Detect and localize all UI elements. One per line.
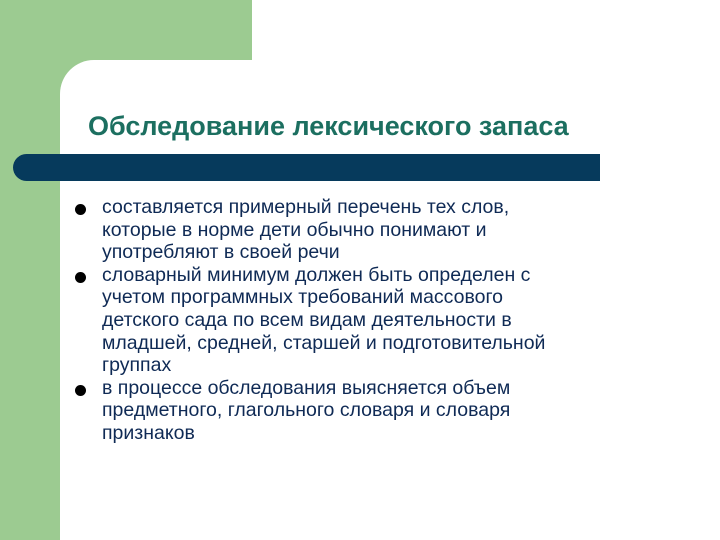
bullet-line: словарный минимум должен быть определен с bbox=[102, 263, 531, 286]
bullet-dot-icon bbox=[75, 272, 86, 283]
bullet-line: предметного, глагольного словаря и словаря bbox=[102, 399, 511, 422]
bullet-line: группах bbox=[102, 354, 172, 377]
bullet-list bbox=[74, 196, 684, 445]
bullet-line: младшей, средней, старшей и подготовительной bbox=[102, 331, 546, 354]
bullet-item bbox=[74, 377, 684, 445]
bullet-dot-icon bbox=[75, 204, 86, 215]
bullet-line: составляется примерный перечень тех слов, bbox=[102, 196, 510, 218]
slide-title: Обследование лексического запаса bbox=[88, 111, 569, 141]
bullet-line: учетом программных требований массового bbox=[102, 286, 504, 309]
bullet-item bbox=[74, 196, 684, 264]
bullet-item bbox=[74, 264, 684, 377]
bullet-dot-icon bbox=[75, 385, 86, 396]
bullet-line: которые в норме дети обычно понимают и bbox=[102, 218, 487, 241]
bullet-line: в процессе обследования выясняется объем bbox=[102, 376, 511, 399]
bullet-line: употребляют в своей речи bbox=[102, 241, 340, 264]
bullet-line: признаков bbox=[102, 421, 195, 444]
title-underline-bar bbox=[13, 154, 600, 181]
bullet-line: детского сада по всем видам деятельности в bbox=[102, 308, 512, 331]
